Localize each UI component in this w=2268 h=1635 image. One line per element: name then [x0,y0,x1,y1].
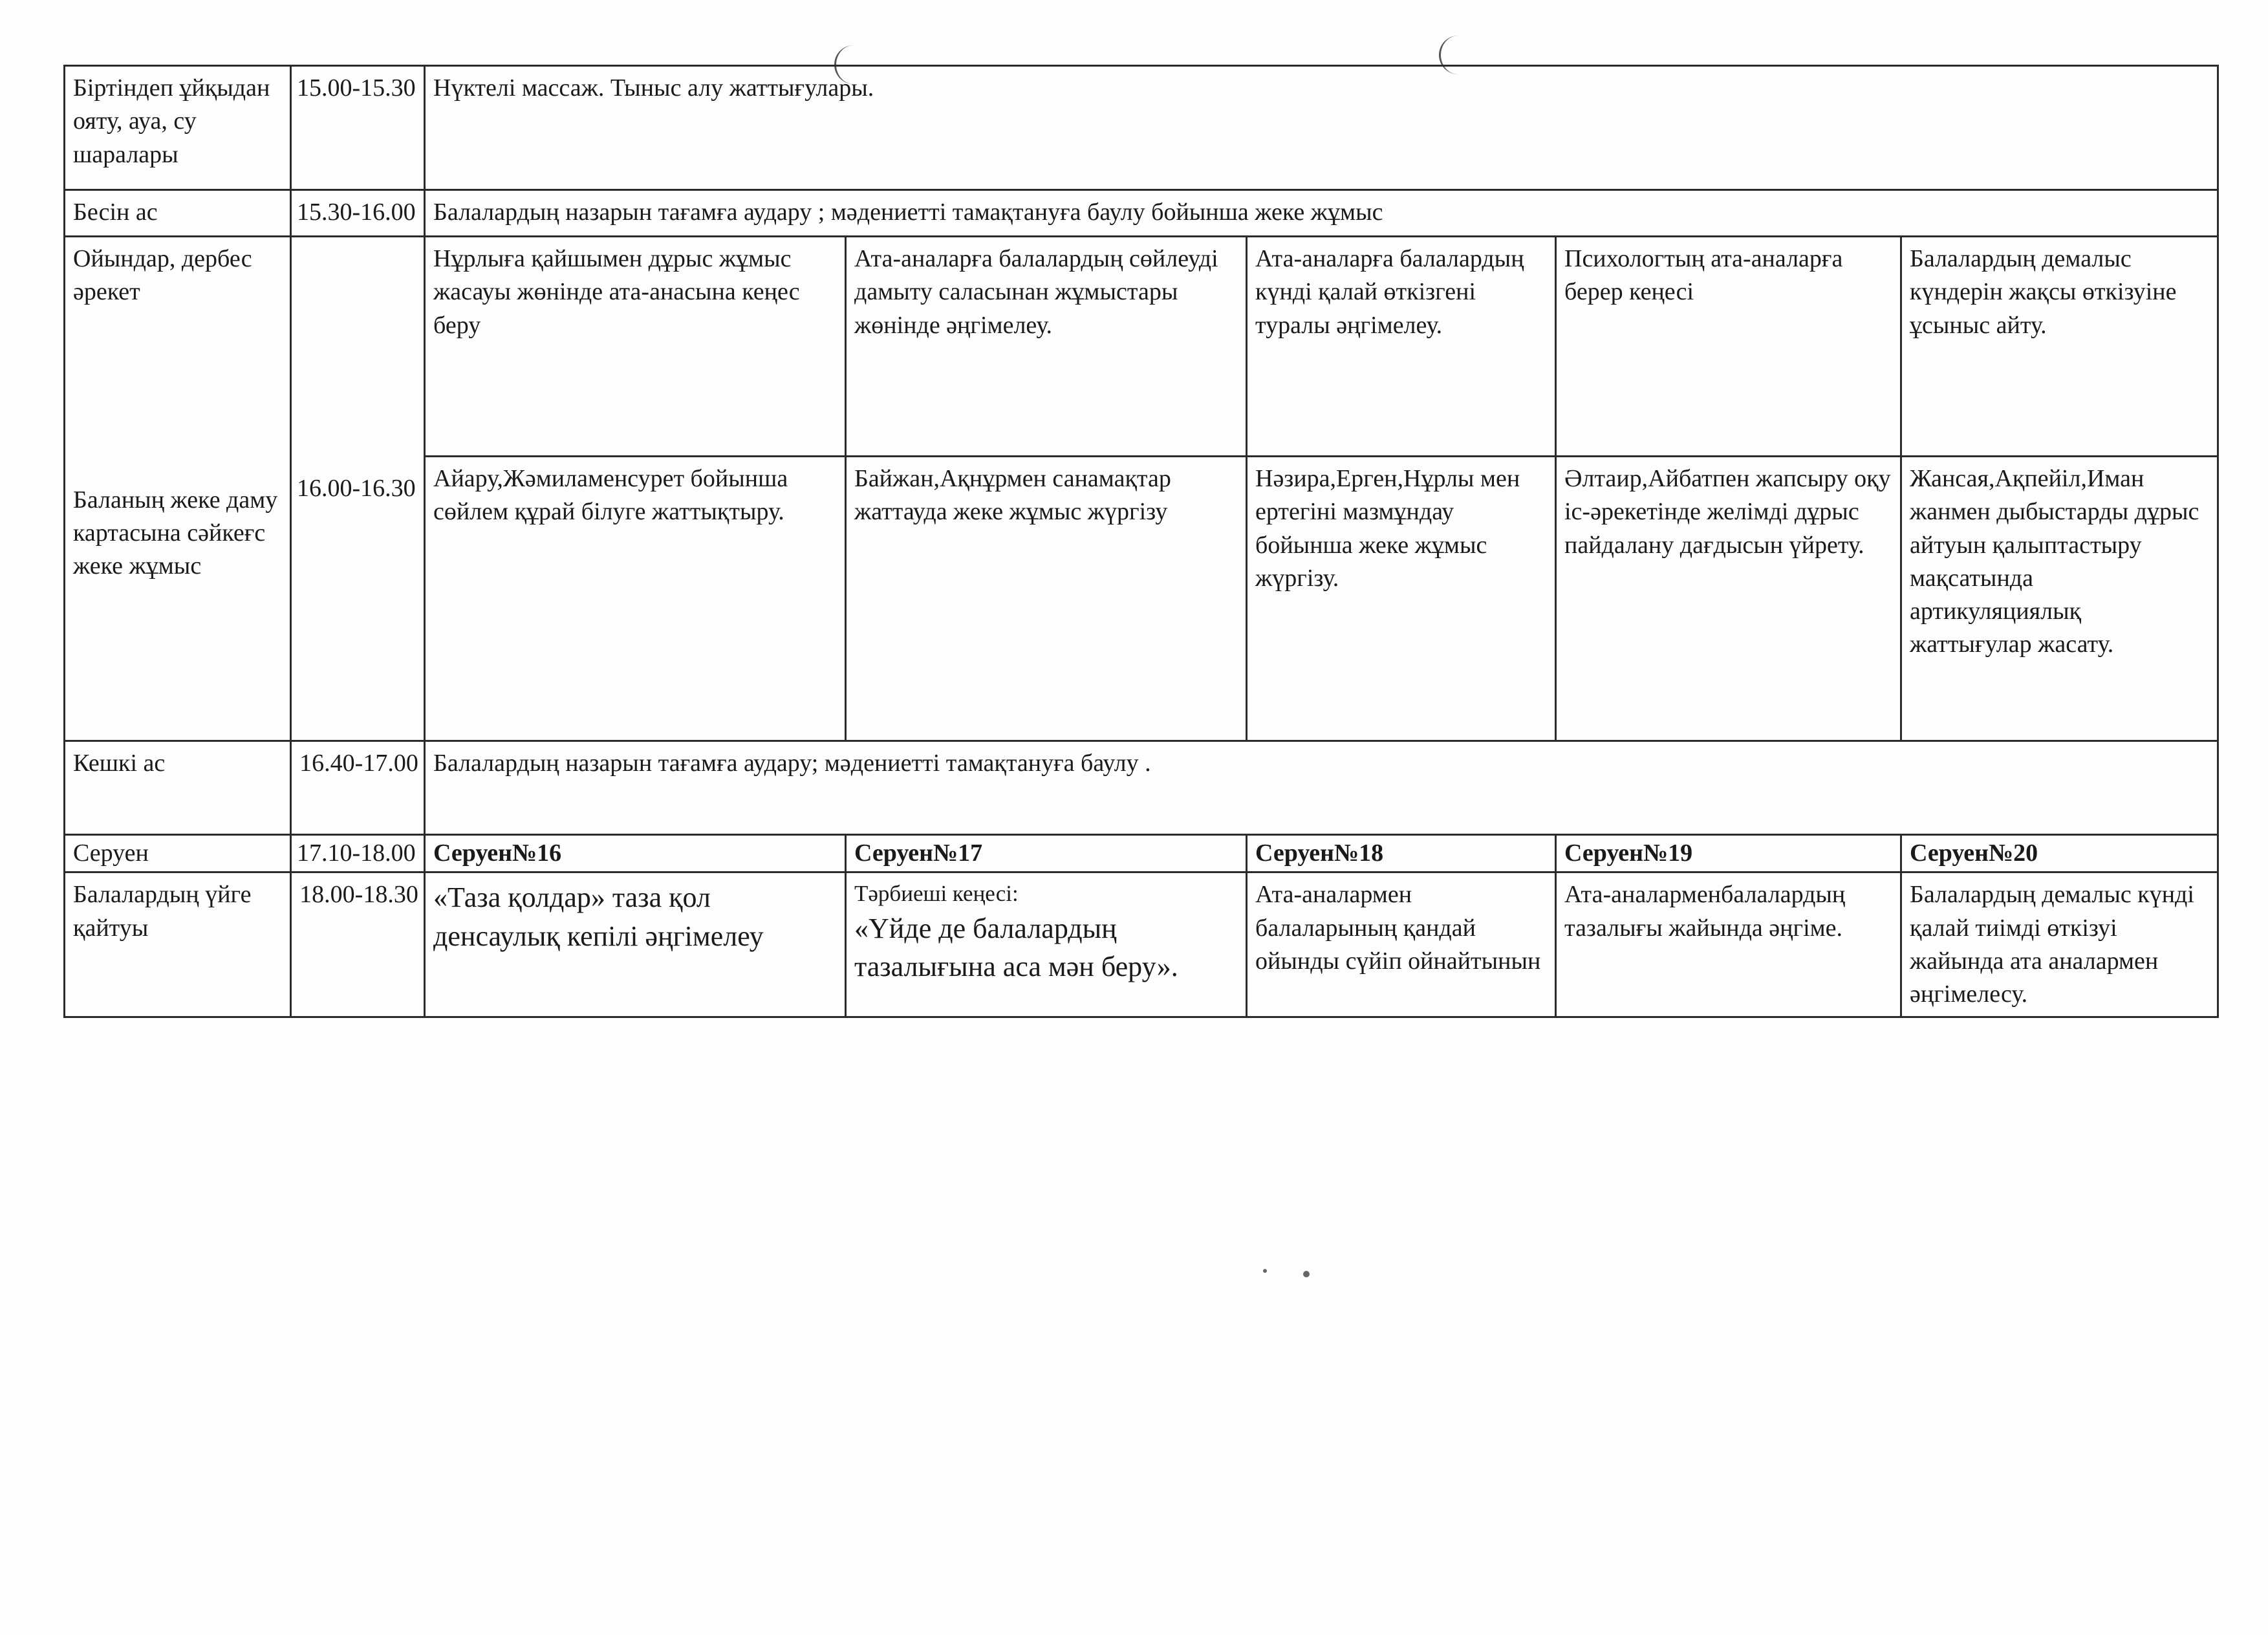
individual-work-cell: Байжан,Ақнұрмен санамақтар жаттауда жеке жұмыс жүргізу [846,457,1247,741]
row-wake-up [65,66,2218,190]
activity-label: Біртіндеп ұйқыдан ояту, ауа, су шаралары [65,66,291,190]
row-dinner [65,741,2218,835]
daily-schedule-table [63,65,2219,1018]
activity-label: Бесін ас [65,190,291,237]
teacher-advice-title: Тәрбиеші кеңесі: [854,881,1019,907]
time-cell: 18.00-18.30 [291,872,425,1017]
walk-number-cell: Серуен№19 [1556,835,1901,872]
activity-label: Кешкі ас [65,741,291,835]
row-walk [65,835,2218,872]
activity-label: Балалардың үйге қайтуы [65,872,291,1017]
row-games [65,237,2218,457]
parent-consult-cell: Балалардың демалыс күндерін жақсы өткізуіне ұсыныс айту. [1901,237,2218,457]
individual-work-label: Баланың жеке даму картасына сәйкеғс жеке жұмыс [73,486,278,580]
time-cell: 16.40-17.00 [291,741,425,835]
home-activity-cell: «Таза қолдар» таза қол денсаулық кепілі әңгімелеу [425,872,846,1017]
activity-content: Балалардың назарын тағамға аудару; мәдениетті тамақтануға баулу . [425,741,2218,835]
row-going-home [65,872,2218,1017]
label-gap [73,309,282,484]
activity-content: Нүктелі массаж. Тыныс алу жаттығулары. [425,66,2218,190]
walk-number-cell: Серуен№18 [1247,835,1556,872]
parent-consult-cell: Нұрлыға қайшымен дұрыс жұмыс жасауы жөнінде ата-анасына кеңес беру [425,237,846,457]
parent-consult-cell: Психологтың ата-аналарға берер кеңесі [1556,237,1901,457]
teacher-advice-text: «Үйде де балалардың тазалығына аса мән беру». [854,912,1178,982]
row-afternoon-snack [65,190,2218,237]
activity-label: Серуен [65,835,291,872]
teacher-advice-cell [846,872,1247,1017]
home-activity-cell: Балалардың демалыс күнді қалай тиімді өткізуі жайында ата аналармен әңгімелесу. [1901,872,2218,1017]
individual-work-cell: Нәзира,Ерген,Нұрлы мен ертегіні мазмұндау бойынша жеке жұмыс жүргізу. [1247,457,1556,741]
parent-consult-cell: Ата-аналарға балалардың сөйлеуді дамыту саласынан жұмыстары жөнінде әңгімелеу. [846,237,1247,457]
activity-label [65,237,291,741]
home-activity-cell: Ата-аналарменбалалардың тазалығы жайында әңгіме. [1556,872,1901,1017]
walk-number-cell: Серуен№20 [1901,835,2218,872]
individual-work-cell: Жансая,Ақпейіл,Иман жанмен дыбыстарды дұрыс айтуын қалыптастыру мақсатында артикуляциялық жаттығулар жасату. [1901,457,2218,741]
individual-work-cell: Айару,Жәмиламенсурет бойынша сөйлем құрай білуге жаттықтыру. [425,457,846,741]
games-label: Ойындар, дербес әрекет [73,245,252,306]
home-activity-cell: Ата-аналармен балаларының қандай ойынды сүйіп ойнайтынын [1247,872,1556,1017]
walk-number-cell: Серуен№16 [425,835,846,872]
time-cell: 15.30-16.00 [291,190,425,237]
time-cell: 15.00-15.30 [291,66,425,190]
activity-content: Балалардың назарын тағамға аудару ; мәдениетті тамақтануға баулу бойынша жеке жұмыс [425,190,2218,237]
individual-work-cell: Әлтаир,Айбатпен жапсыру оқу іс-әрекетінде желімді дұрыс пайдалану дағдысын үйрету. [1556,457,1901,741]
scan-speck [1303,1271,1310,1277]
time-cell: 17.10-18.00 [291,835,425,872]
walk-number-cell: Серуен№17 [846,835,1247,872]
parent-consult-cell: Ата-аналарға балалардың күнді қалай өткізгені туралы әңгімелеу. [1247,237,1556,457]
time-cell: 16.00-16.30 [291,237,425,741]
scan-speck [1263,1269,1267,1273]
